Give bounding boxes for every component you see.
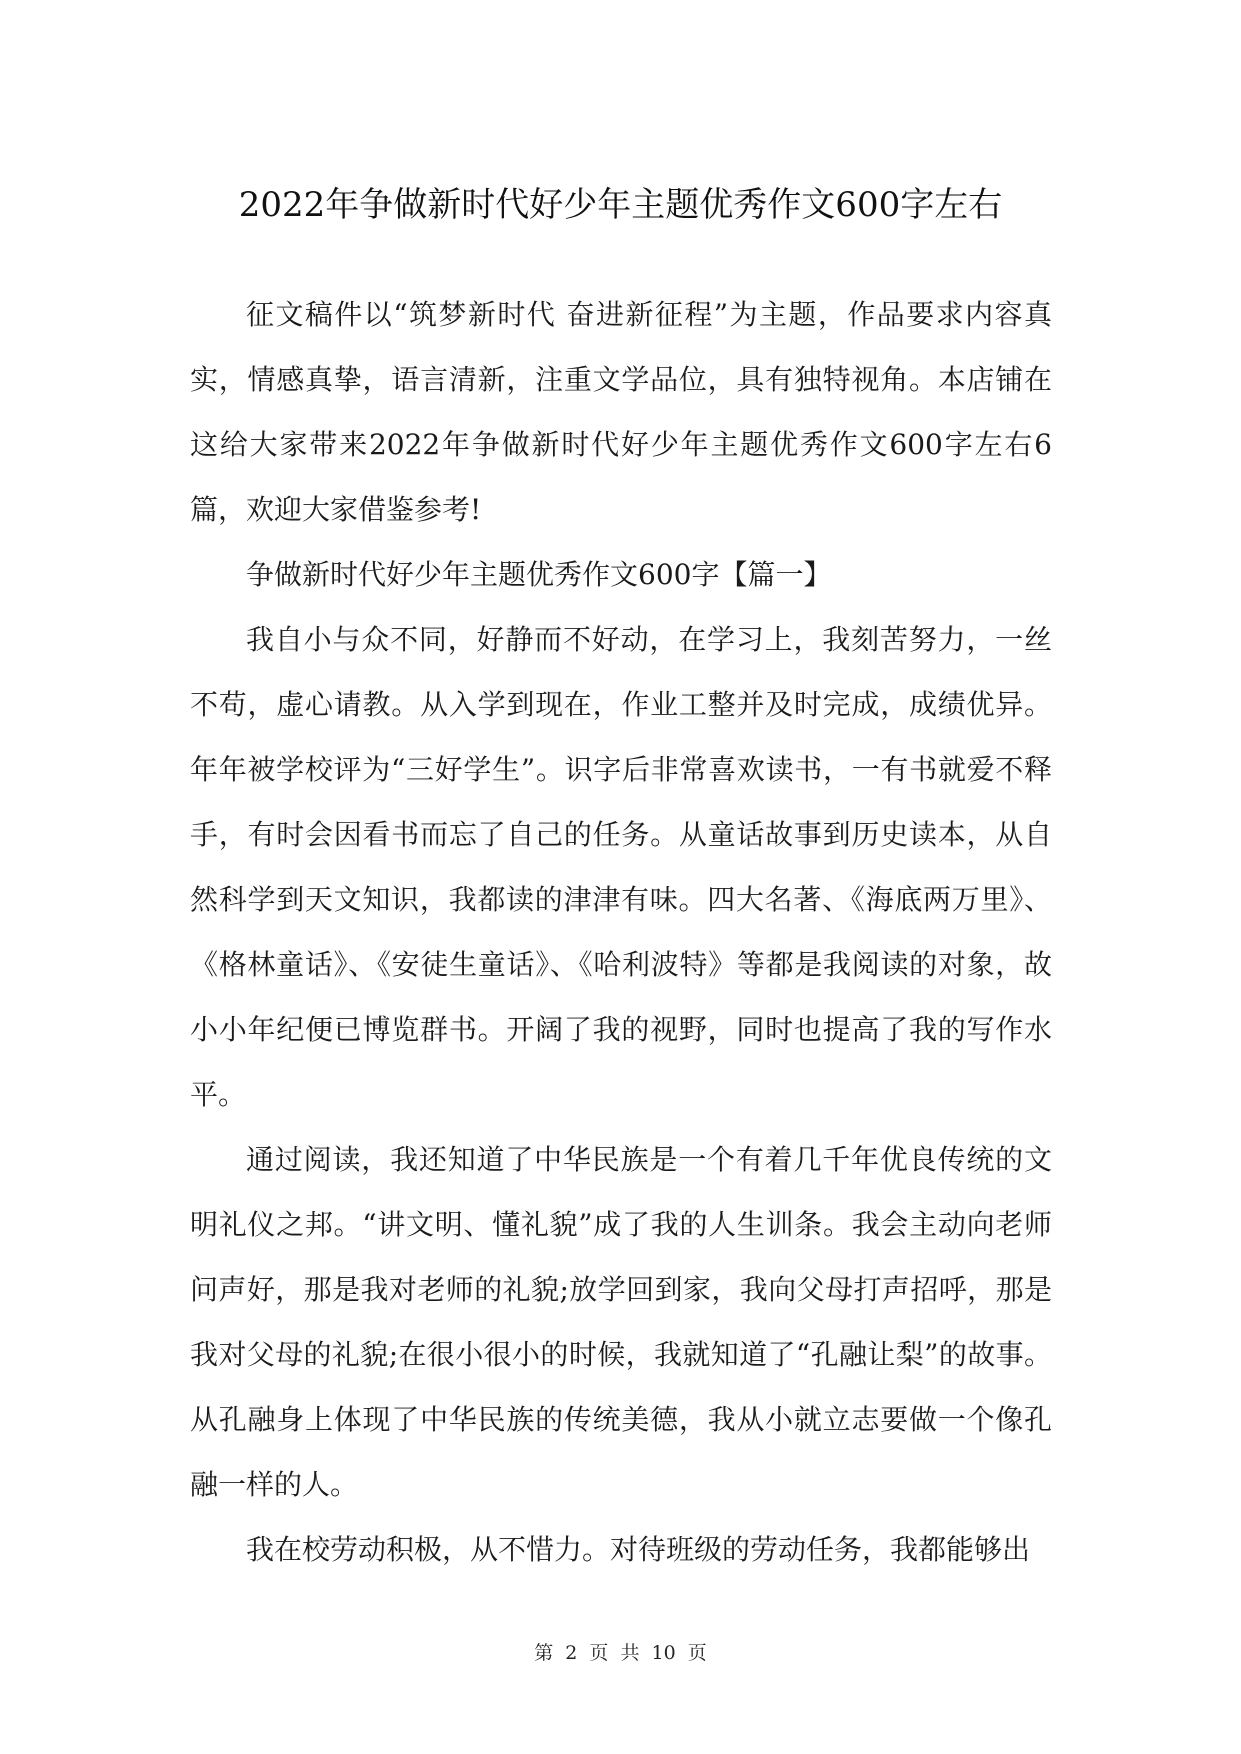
page-footer: 第 2 页 共 10 页 [534, 1642, 707, 1664]
paragraph: 我在校劳动积极，从不惜力。对待班级的劳动任务，我都能够出 [246, 1533, 1031, 1566]
document-body [190, 282, 1052, 1582]
paragraph: 通过阅读，我还知道了中华民族是一个有着几千年优良传统的文明礼仪之邦。“讲文明、懂礼貌”成了我的人生训条。我会主动向老师问声好，那是我对老师的礼貌;放学回到家，我向父母打声招呼，那是我对父母的礼貌;在很小很小的时候，我就知道了“孔融让梨”的故事。从孔融身上体现了中华民族的传统美德，我从小就立志要做一个像孔融一样的人。 [190, 1143, 1052, 1501]
paragraph-intro: 征文稿件以“筑梦新时代 奋进新征程”为主题，作品要求内容真实，情感真挚，语言清新，注重文学品位，具有独特视角。本店铺在这给大家带来2022年争做新时代好少年主题优秀作文600字左右6篇，欢迎大家借鉴参考! [190, 298, 1052, 526]
document-title: 2022年争做新时代好少年主题优秀作文600字左右 [238, 184, 1003, 225]
section-heading: 争做新时代好少年主题优秀作文600字【篇一】 [246, 558, 832, 591]
paragraph: 我自小与众不同，好静而不好动，在学习上，我刻苦努力，一丝不苟，虚心请教。从入学到现在，作业工整并及时完成，成绩优异。年年被学校评为“三好学生”。识字后非常喜欢读书，一有书就爱不释手，有时会因看书而忘了自己的任务。从童话故事到历史读本，从自然科学到天文知识，我都读的津津有味。四大名著、《海底两万里》、《格林童话》、《安徒生童话》、《哈利波特》等都是我阅读的对象，故小小年纪便已博览群书。开阔了我的视野，同时也提高了我的写作水平。 [190, 623, 1052, 1111]
